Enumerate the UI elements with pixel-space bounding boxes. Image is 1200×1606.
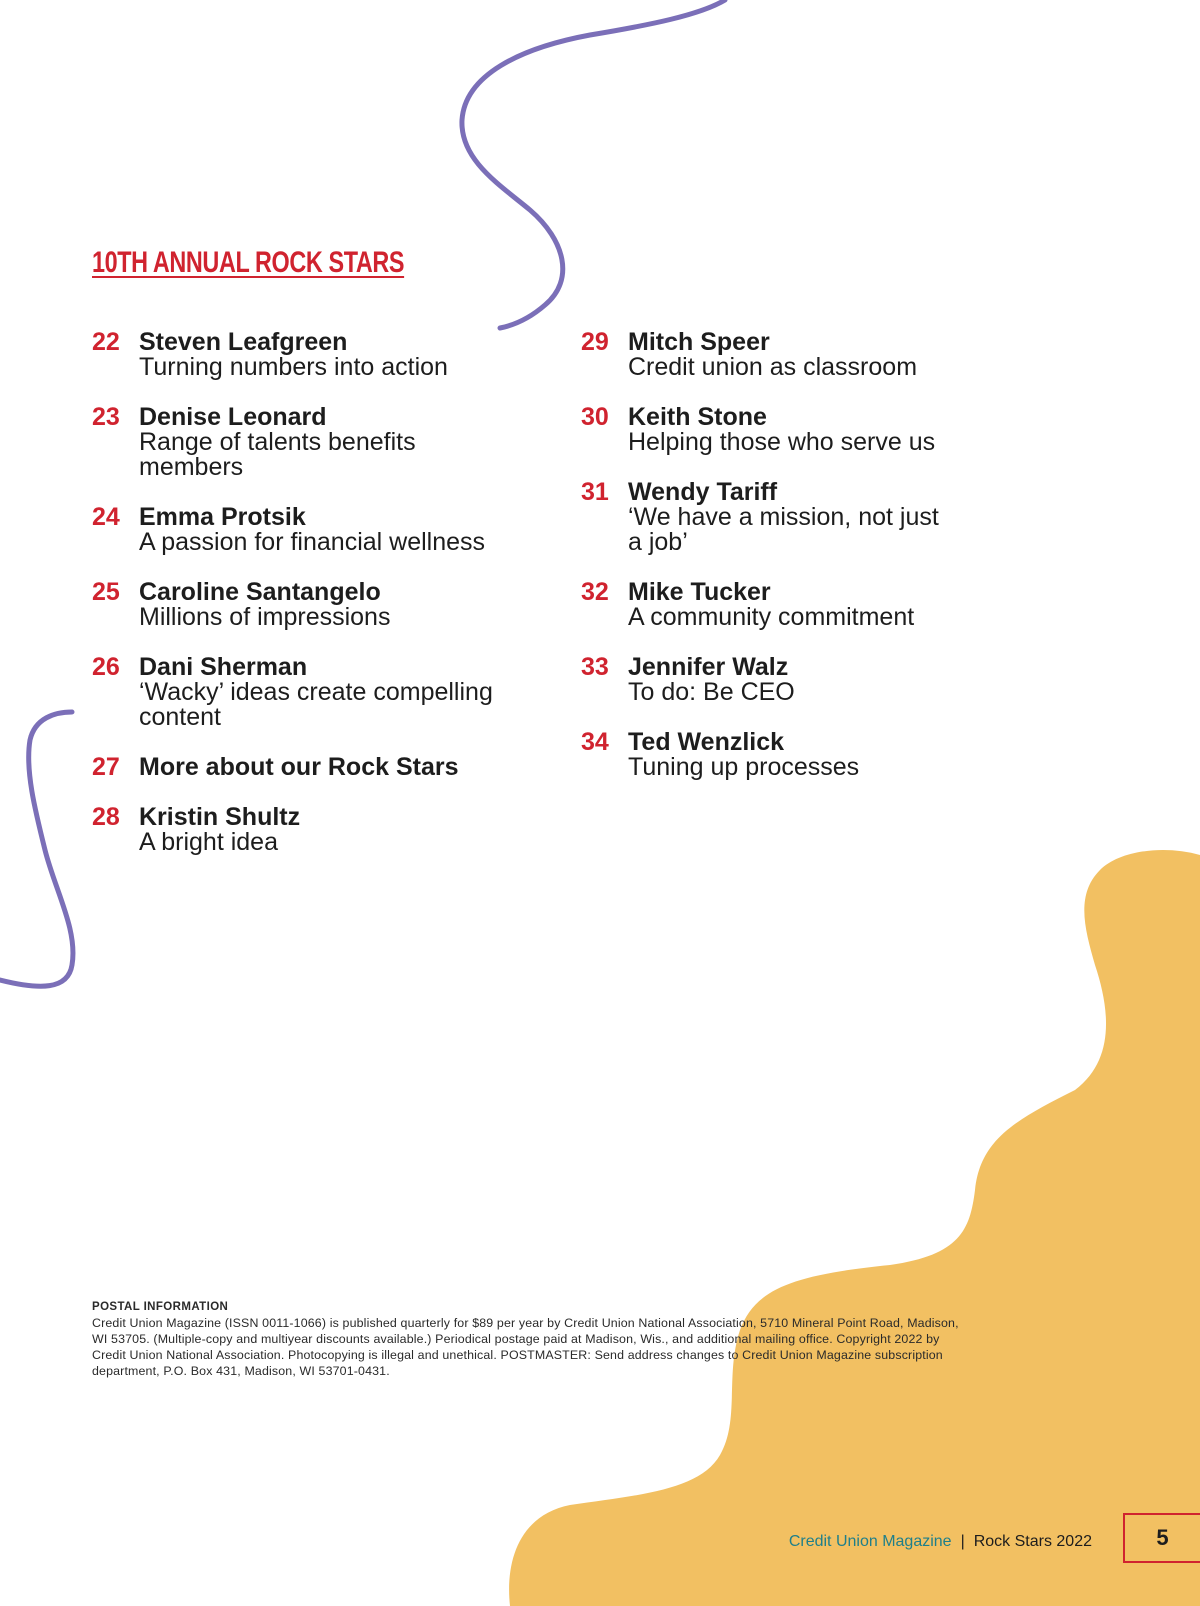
page-number-box bbox=[1123, 1513, 1200, 1563]
entry-name: Jennifer Walz bbox=[628, 653, 789, 681]
contents-column-right bbox=[581, 330, 981, 805]
footer-separator: | bbox=[960, 1533, 965, 1550]
postal-information bbox=[92, 1299, 962, 1379]
entry-name: Caroline Santangelo bbox=[139, 578, 381, 606]
entry-name: Denise Leonard bbox=[139, 403, 327, 431]
section-title: 10TH ANNUAL ROCK STARS bbox=[92, 246, 405, 279]
entry-description: Tuning up processes bbox=[628, 753, 860, 781]
page-number: 27 bbox=[92, 753, 120, 781]
entry-name: Dani Sherman bbox=[139, 653, 308, 681]
entry-description: ‘We have a mission, not just a job’ bbox=[628, 503, 939, 556]
entry-name: Mitch Speer bbox=[628, 328, 770, 356]
entry-description: To do: Be CEO bbox=[628, 678, 795, 706]
page-number: 31 bbox=[581, 478, 609, 506]
page-number: 32 bbox=[581, 578, 609, 606]
page-number: 28 bbox=[92, 803, 120, 831]
entry-name: Wendy Tariff bbox=[628, 478, 778, 506]
entry-name: Steven Leafgreen bbox=[139, 328, 348, 356]
page-footer bbox=[789, 1532, 1092, 1552]
footer-magazine-name: Credit Union Magazine bbox=[788, 1533, 952, 1550]
page-number: 30 bbox=[581, 403, 609, 431]
entry-description: A bright idea bbox=[139, 828, 278, 856]
entry-name: Mike Tucker bbox=[628, 578, 771, 606]
page-number: 22 bbox=[92, 328, 120, 356]
toc-entry[interactable] bbox=[581, 480, 981, 555]
purple-squiggle-top bbox=[462, 0, 725, 328]
entry-description: Turning numbers into action bbox=[139, 353, 448, 381]
toc-entry[interactable] bbox=[92, 755, 532, 780]
page-number: 33 bbox=[581, 653, 609, 681]
entry-description: A community commitment bbox=[628, 603, 915, 631]
footer-page-number: 5 bbox=[1156, 1525, 1169, 1550]
entry-name: More about our Rock Stars bbox=[139, 753, 459, 781]
entry-name: Emma Protsik bbox=[139, 503, 306, 531]
toc-entry[interactable] bbox=[581, 655, 981, 705]
page-number: 25 bbox=[92, 578, 120, 606]
entry-description: Helping those who serve us bbox=[628, 428, 936, 456]
entry-description: Millions of impressions bbox=[139, 603, 391, 631]
toc-entry[interactable] bbox=[581, 730, 981, 780]
toc-entry[interactable] bbox=[581, 580, 981, 630]
purple-squiggle-left bbox=[0, 712, 73, 986]
entry-description: Range of talents benefits members bbox=[139, 428, 416, 481]
postal-text: Credit Union Magazine (ISSN 0011-1066) is published quarterly for $89 per year by Credit Union National Association, 5710 Mineral Point Road, Madison, WI 53705. (Multiple-copy and multiyear discounts available.) Periodical postage paid at Madison, Wis., and additional mailing office. Copyright 2022 by Credit Union National Association. Photocopying is illegal and unethical. POSTMASTER: Send address changes to Credit Union Magazine subscription department, P.O. Box 431, Madison, WI 53701-0431. bbox=[92, 1316, 959, 1378]
toc-entry[interactable] bbox=[92, 805, 532, 855]
entry-name: Ted Wenzlick bbox=[628, 728, 785, 756]
entry-name: Keith Stone bbox=[628, 403, 767, 431]
page-number: 29 bbox=[581, 328, 609, 356]
toc-entry[interactable] bbox=[581, 330, 981, 380]
page-number: 34 bbox=[581, 728, 609, 756]
toc-entry[interactable] bbox=[92, 580, 532, 630]
toc-entry[interactable] bbox=[92, 405, 532, 480]
contents-column-left bbox=[92, 330, 532, 880]
toc-entry[interactable] bbox=[92, 655, 532, 730]
entry-description: A passion for financial wellness bbox=[139, 528, 486, 556]
entry-description: ‘Wacky’ ideas create compelling content bbox=[139, 678, 493, 731]
toc-entry[interactable] bbox=[92, 505, 532, 555]
page-number: 26 bbox=[92, 653, 120, 681]
page-number: 23 bbox=[92, 403, 120, 431]
entry-name: Kristin Shultz bbox=[139, 803, 301, 831]
toc-entry[interactable] bbox=[92, 330, 532, 380]
postal-heading: POSTAL INFORMATION bbox=[92, 1301, 229, 1313]
toc-entry[interactable] bbox=[581, 405, 981, 455]
page-number: 24 bbox=[92, 503, 120, 531]
yellow-blob bbox=[509, 850, 1200, 1606]
entry-description: Credit union as classroom bbox=[628, 353, 918, 381]
footer-issue: Rock Stars 2022 bbox=[973, 1533, 1092, 1550]
